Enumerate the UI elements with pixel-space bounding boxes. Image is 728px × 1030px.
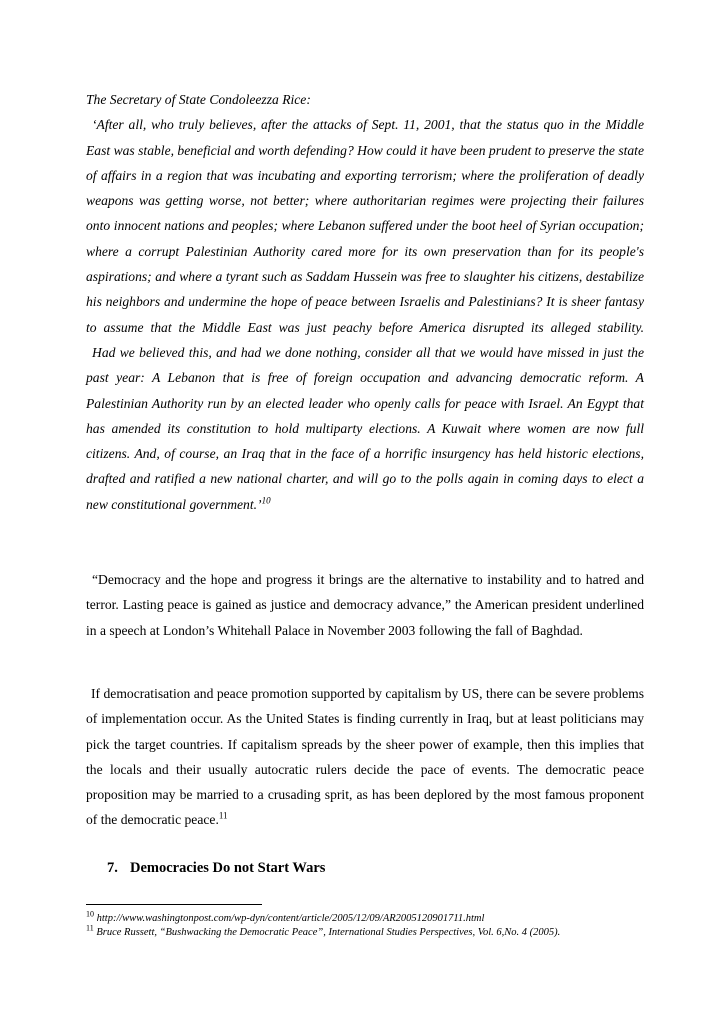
section-heading [107,860,325,877]
quote-paragraph-2 [86,340,644,517]
footnote-10-url: http://www.washingtonpost.com/wp-dyn/content/article/2005/12/09/AR2005120901711.html [96,913,485,924]
quote-paragraph-2-text: Had we believed this, and had we done nothing, consider all that we would have missed in just the past year: A Lebanon that is free of foreign occupation and advancing democratic reform. A Palestinian Authority run by an elected leader who openly calls for peace with Israel. An Egypt that has amended its constitution to hold multiparty elections. A Kuwait where women are now full citizens. And, of course, an Iraq that in the face of a horrific insurgency has held historic elections, drafted and ratified a new national charter, and will go to the polls again in coming days to elect a new constitutional government.’ [86,344,644,512]
quote-block [86,87,644,517]
paragraph-democracy: “Democracy and the hope and progress it brings are the alternative to instability and to hatred and terror. Lasting peace is gained as justice and democracy advance,” the American president underlined in a speech at London’s Whitehall Palace in November 2003 following the fall of Baghdad. [86,572,644,638]
quote-paragraph-1: ‘After all, who truly believes, after the attacks of Sept. 11, 2001, that the status quo in the Middle East was stable, beneficial and worth defending? How could it have been prudent to preserve the state of affairs in a region that was incubating and exporting terrorism; where the proliferation of deadly weapons was getting worse, not better; where authoritarian regimes were projecting their failures onto innocent nations and peoples; where Lebanon suffered under the boot heel of Syrian occupation; where a corrupt Palestinian Authority cared more for its own preservation than for its people's aspirations; and where a tyrant such as Saddam Hussein was free to slaughter his citizens, destabilize his neighbors and undermine the hope of peace between Israelis and Palestinians? It is sheer fantasy to assume that the Middle East was just peachy before America disrupted its alleged stability. [86,117,644,335]
footnote-11-mark: 11 [86,923,94,933]
footnote-11-text: Bruce Russett, “Bushwacking the Democratic Peace”, International Studies Perspectives, Vol. 6,No. 4 (2005). [96,927,561,938]
paragraph-capitalism [86,681,644,833]
section-number: 7. [107,860,118,876]
democracy-paragraph-block [86,567,644,643]
footnote-10-mark: 10 [86,909,94,919]
footnote-10 [86,909,686,925]
footnote-ref-11: 11 [218,810,228,821]
paragraph-capitalism-text: If democratisation and peace promotion supported by capitalism by US, there can be severe problems of implementation occur. As the United States is finding currently in Iraq, but at least politicians may pick the target countries. If capitalism spreads by the sheer power of example, then this implies that the locals and their usually autocratic rulers decide the pace of events. The democratic peace proposition may be married to a crusading sprit, as has been deplored by the most famous proponent of the democratic peace. [86,686,644,828]
footnote-separator [86,904,262,905]
section-title: Democracies Do not Start Wars [130,860,326,876]
quote-intro: The Secretary of State Condoleezza Rice: [86,92,311,107]
capitalism-paragraph-block [86,681,644,833]
footnote-11 [86,923,686,939]
footnote-ref-10: 10 [261,495,271,506]
